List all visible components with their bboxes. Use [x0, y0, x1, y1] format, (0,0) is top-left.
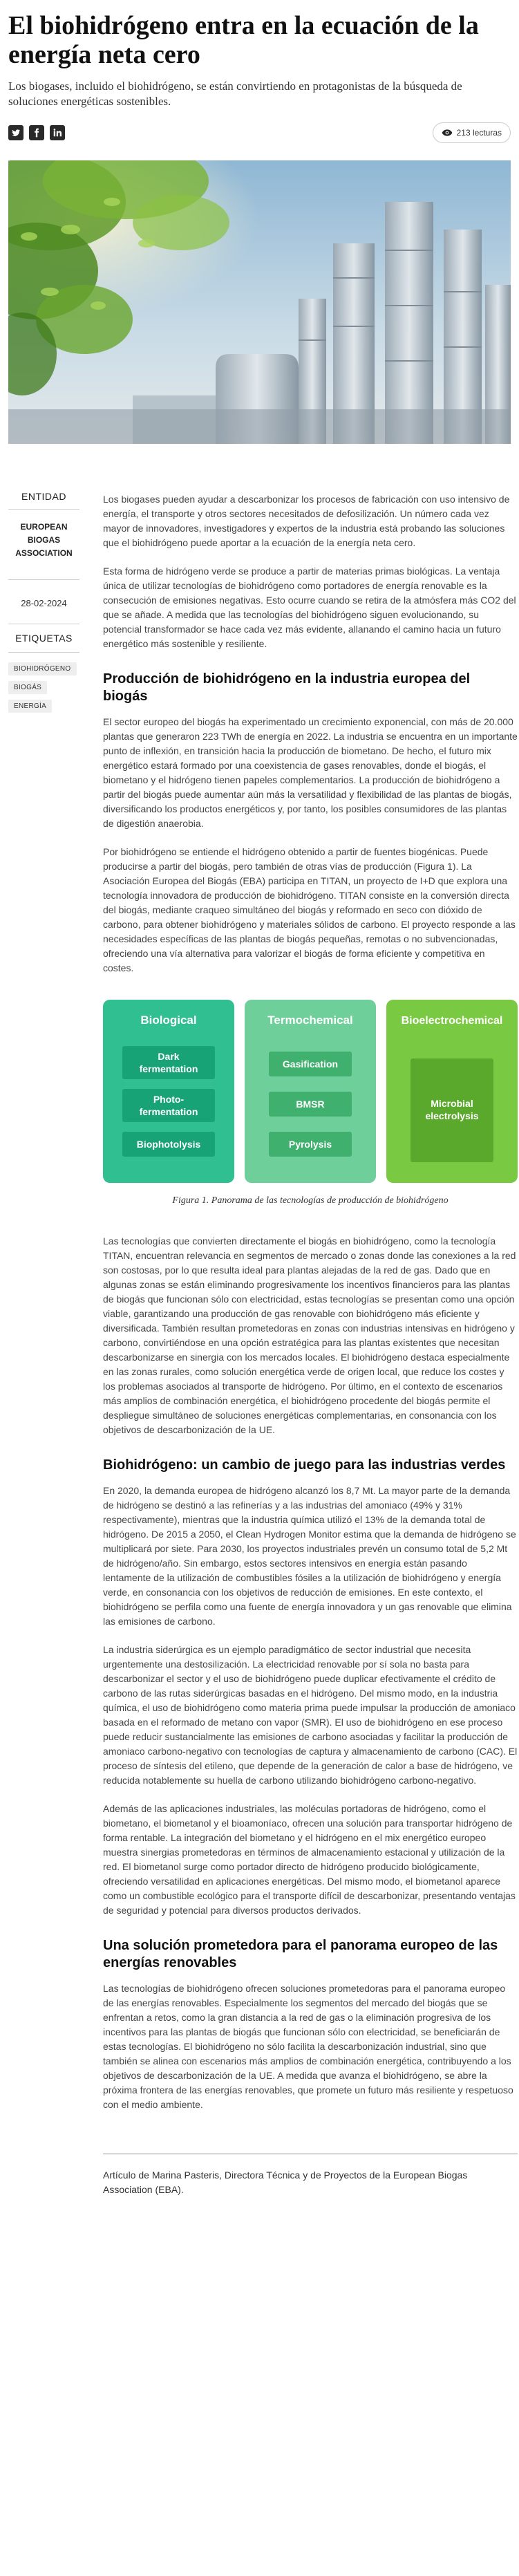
figure-title-termochemical: Termochemical: [267, 1014, 353, 1027]
figure-title-bioelectrochemical: Bioelectrochemical: [401, 1015, 503, 1027]
figure-item-pyrolysis: Pyrolysis: [288, 1139, 332, 1150]
facebook-icon[interactable]: [29, 125, 44, 140]
article-body: [0, 444, 519, 2211]
figure-item-photo-fermentation-2: fermentation: [139, 1106, 198, 1117]
reads-counter: [433, 122, 511, 143]
figure-item-bmsr: BMSR: [296, 1099, 325, 1110]
figure-item-photo-fermentation-1: Photo-: [153, 1094, 185, 1105]
page-title: El biohidrógeno entra en la ecuación de la energía neta cero: [8, 11, 479, 69]
publish-date: 28-02-2024: [8, 580, 79, 624]
paragraph: Por biohidrógeno se entiende el hidrógeno obtenido a partir de fuentes biogénicas. Puede producirse a partir del biogás, pero también de otras vías de producción (Figura 1). La Asociación Europea del Biogás (EBA) participa en TITAN, un proyecto de I+D que explora una tecnología innovadora de producción de biohidrógeno. TITAN consiste en la conversión directa del biogás, mediante craqueo simultáneo del biogás y reformado en seco con dióxido de carbono, para obtener biohidrógeno y materiales sólidos de carbono. El proyecto responde a las necesidades específicas de las plantas de biogás pequeñas, remotas o no subvencionadas, ofreciendo una vía alternativa para valorizar el biogás de forma eficiente y competitiva en costes.: [103, 846, 516, 973]
reads-count: 213 lecturas: [456, 128, 502, 138]
byline-text: Artículo de Marina Pasteris, Directora Técnica y de Proyectos de la European Biogas Association (EBA).: [103, 2169, 468, 2195]
paragraph: El sector europeo del biogás ha experimentado un crecimiento exponencial, con más de 20.000 plantas que generaron 223 TWh de energía en 2022. La industria se encuentra en un importante punto de inflexión, en transición hacia la producción de biometano. De hecho, el futuro mix energético estará formado por una coexistencia de gases renovables, donde el biogás, el biometano y el hidrógeno tienen papeles complementarios. La producción de biohidrógeno a partir del biogás puede aumentar aún más la versatilidad y flexibilidad de las plantas de biogás, diversificando los productos energéticos y, por tanto, los posibles consumidores de las plantas de digestión anaerobia.: [103, 716, 518, 829]
entity-label: ENTIDAD: [8, 491, 79, 510]
article-byline: [103, 2154, 518, 2197]
figure-item-gasification: Gasification: [282, 1058, 339, 1070]
tag-list: [8, 653, 79, 713]
article-content: [103, 470, 518, 2211]
figure-item-dark-fermentation-2: fermentation: [139, 1063, 198, 1074]
section-heading: Biohidrógeno: un cambio de juego para las industrias verdes: [103, 1457, 506, 1473]
paragraph: Las tecnologías que convierten directamente el biogás en biohidrógeno, como la tecnología TITAN, encuentran relevancia en segmentos de mercado o zonas donde las conexiones a la red son costosas, por lo que resulta ideal para plantas alejadas de la red de gas. Dado que en algunas zonas se están eliminando progresivamente los incentivos financieros para las plantas de biogás que funcionan sólo con electricidad, estas tecnologías se presentan como una opción viable, garantizando una producción de gas renovable con biohidrógeno más eficiente y diversificada. También resultan prometedoras en zonas con industrias intensivas en hidrógeno y carbono, convirtiéndose en una opción estratégica para las plantas existentes que necesitan descarbonizarse en sinergia con los mercados locales. El biohidrógeno destaca especialmente en las zonas rurales, como solución energética verde de origen local, que reduce los costes y los problemas asociados al transporte de hidrógeno. Por último, en el contexto de escenarios más amplios de combinación energética, el biohidrógeno procedente del biogás permite el despliegue simultáneo de soluciones energéticas complementarias, en consonancia con los objetivos de descarbonización de la UE.: [103, 1235, 516, 1435]
section-heading: Una solución prometedora para el panorama europeo de las energías renovables: [103, 1938, 498, 1970]
hero-image: [8, 160, 511, 444]
paragraph: La industria siderúrgica es un ejemplo paradigmático de sector industrial que necesita urgentemente una destosilización. La electricidad renovable por sí sola no basta para descarbonizar el sector y el uso de biohidrógeno puede duplicar efectivamente el crédito de carbono de las rutas siderúrgicas basadas en el hidrógeno. Del mismo modo, en la industria química, el uso de biohidrógeno como materia prima puede impulsar la producción de amoniaco basada en el reformado de metano con vapor (SMR). El uso de biohidrógeno en ese proceso puede reducir sustancialmente las emisiones de carbono asociadas y facilitar la producción de amoniaco carbono-negativo con tecnologías de captura y almacenamiento de carbono (CAC). El proceso de síntesis del etileno, que depende de la generación de calor a base de hidrógeno, ve reducida notablemente su huella de carbono utilizando biohidrógeno carbono-negativo.: [103, 1644, 518, 1786]
twitter-icon[interactable]: [8, 125, 23, 140]
page-subtitle: Los biogases, incluido el biohidrógeno, se están convirtiendo en protagonistas de la búsqueda de soluciones energéticas sostenibles.: [8, 80, 462, 108]
section-heading: Producción de biohidrógeno en la industria europea del biogás: [103, 671, 471, 704]
figure-caption: Figura 1. Panorama de las tecnologías de producción de biohidrógeno: [172, 1195, 449, 1206]
figure-biohydrogen-technologies: [103, 996, 518, 1190]
figure-item-microbial-electrolysis-2: electrolysis: [425, 1110, 479, 1121]
paragraph: Esta forma de hidrógeno verde se produce a partir de materias primas biológicas. La ventaja única de utilizar tecnologías de biohidrógeno como portadores de energía renovable es la consecución de emisiones negativas. Esto ocurre cuando se retira de la atmósfera más CO2 del que se añade. A medida que las tecnologías del biohidrógeno siguen evolucionando, su potencial transformador se hace cada vez más evidente, allanando el camino hacia un futuro energético más sostenible y resiliente.: [103, 566, 516, 649]
paragraph: Las tecnologías de biohidrógeno ofrecen soluciones prometedoras para el panorama europeo de las energías renovables. Especialmente los segmentos del mercado del biogás que se enfrentan a retos, como la gran distancia a la red de gas o la eliminación progresiva de los incentivos para las plantas de biogás que funcionan sólo con electricidad, se beneficiarán de estas tecnologías. El biohidrógeno no sólo facilita la descarbonización industrial, sino que también se alinea con escenarios más amplios de combinación energética, contribuyendo a los objetivos de descarbonización de la UE. A medida que avanza el biohidrógeno, se abre la próxima frontera de las energías renovables, que promete un futuro más resiliente y respetuoso con el medio ambiente.: [103, 1983, 513, 2110]
linkedin-icon[interactable]: [50, 125, 65, 140]
tag-energia[interactable]: ENERGÍA: [8, 700, 52, 713]
entity-name[interactable]: EUROPEAN BIOGAS ASSOCIATION: [8, 510, 79, 580]
share-row: [0, 109, 519, 144]
figure-item-microbial-electrolysis-1: Microbial: [431, 1098, 473, 1109]
figure-item-dark-fermentation-1: Dark: [158, 1051, 180, 1062]
tag-biohidrogeno[interactable]: BIOHIDRÓGENO: [8, 662, 77, 675]
article-meta: [8, 470, 79, 2211]
paragraph: Los biogases pueden ayudar a descarbonizar los procesos de fabricación con uso intensivo de energía, el transporte y otros sectores necesitados de defosilización. Un número cada vez mayor de innovadores, investigadores y expertos de la industria está probando las soluciones que el biohidrógeno puede aportar a la ecuación de la energía neta cero.: [103, 494, 510, 548]
tags-label: ETIQUETAS: [8, 624, 79, 653]
eye-icon: [442, 129, 453, 137]
paragraph: En 2020, la demanda europea de hidrógeno alcanzó los 8,7 Mt. La mayor parte de la demanda de hidrógeno se destinó a las refinerías y a las industrias del amoniaco (49% y 31% respectivamente), mientras que la industria química utilizó el 13% de la demanda total de hidrógeno. De 2015 a 2050, el Clean Hydrogen Monitor estima que la demanda de hidrógeno se multiplicará por siete. Para 2030, los proyectos industriales prevén un consumo total de 5,2 Mt de hidrógeno/año. Sin embargo, estos sectores intensivos en energía están pasando lentamente de la utilización de combustibles fósiles a la utilización de biohidrógeno y energía verde, en consonancia con los objetivos de reducción de emisiones. En este contexto, el biohidrógeno se perfila como una fuente de energía innovadora y un gas renovable que elimina las emisiones de carbono.: [103, 1485, 516, 1627]
figure-item-biophotolysis: Biophotolysis: [136, 1139, 201, 1150]
figure-title-biological: Biological: [140, 1014, 197, 1027]
tag-biogas[interactable]: BIOGÁS: [8, 681, 47, 694]
paragraph: Además de las aplicaciones industriales, las moléculas portadoras de hidrógeno, como el biometano, el biometanol y el bioamoníaco, ofrecen una solución para transportar hidrógeno de forma rentable. La integración del biometano y el hidrógeno en el mix energético europeo muestra sinergias prometedoras en términos de almacenamiento estacional y utilización de la red. El biometanol surge como portador directo de hidrógeno producido biológicamente, ofreciendo versatilidad en aplicaciones energéticas. Del mismo modo, el biometanol aparece como un combustible ecológico para el transporte difícil de descarbonizar, presentando ventajas de seguridad y potencial para diversos productos derivados.: [103, 1803, 516, 1916]
share-icons: [8, 125, 65, 140]
